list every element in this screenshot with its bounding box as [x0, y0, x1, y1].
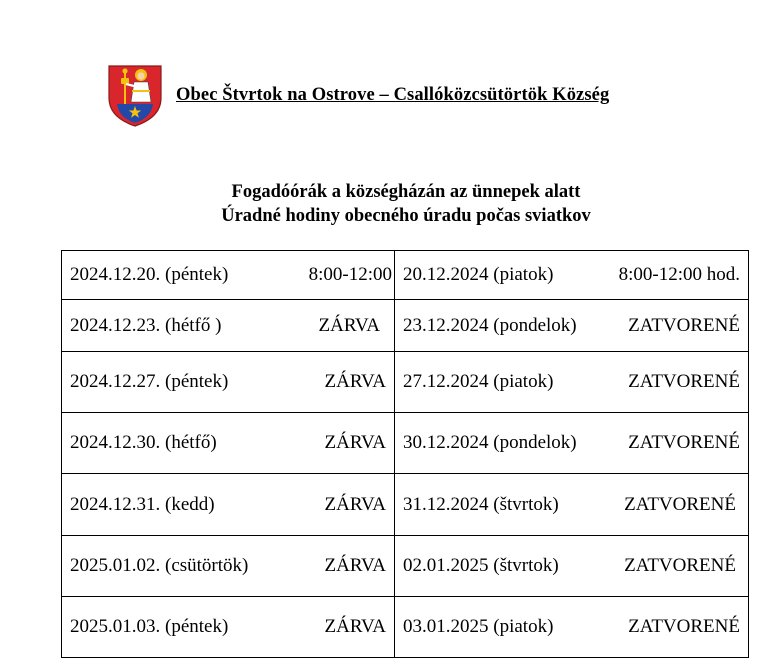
organization-title: Obec Štvrtok na Ostrove – Csallóközcsütörtök Község	[176, 85, 610, 105]
slovak-status: ZATVORENÉ	[624, 555, 736, 576]
hungarian-date: 2025.01.02. (csütörtök)	[70, 555, 249, 576]
slovak-cell	[395, 413, 749, 474]
hungarian-date: 2024.12.30. (hétfő)	[70, 432, 217, 453]
table-row	[62, 352, 749, 413]
slovak-status: ZATVORENÉ	[628, 616, 740, 637]
hungarian-cell	[62, 474, 395, 536]
slovak-date: 20.12.2024 (piatok)	[403, 264, 554, 285]
heading-slovak: Úradné hodiny obecného úradu počas sviatkov	[221, 206, 591, 226]
slovak-date: 27.12.2024 (piatok)	[403, 371, 554, 392]
slovak-date: 30.12.2024 (pondelok)	[403, 432, 577, 453]
hungarian-date: 2024.12.27. (péntek)	[70, 371, 229, 392]
hungarian-cell	[62, 300, 395, 352]
slovak-status: ZATVORENÉ	[624, 493, 736, 515]
hungarian-date: 2024.12.23. (hétfő )	[70, 314, 222, 336]
slovak-status: ZATVORENÉ	[628, 314, 740, 336]
slovak-cell	[395, 352, 749, 413]
office-hours-table	[61, 250, 749, 658]
slovak-cell	[395, 474, 749, 536]
slovak-cell	[395, 597, 749, 658]
table-row	[62, 597, 749, 658]
slovak-cell	[395, 251, 749, 300]
table-row	[62, 474, 749, 536]
hungarian-cell	[62, 597, 395, 658]
hungarian-status: 8:00-12:00	[308, 264, 392, 285]
table-row	[62, 536, 749, 597]
hungarian-date: 2024.12.31. (kedd)	[70, 493, 215, 515]
table-row	[62, 413, 749, 474]
hungarian-status: ZÁRVA	[324, 371, 386, 392]
slovak-status: ZATVORENÉ	[628, 432, 740, 453]
hungarian-status: ZÁRVA	[324, 432, 386, 453]
slovak-date: 31.12.2024 (štvrtok)	[403, 493, 559, 515]
slovak-cell	[395, 300, 749, 352]
slovak-date: 23.12.2024 (pondelok)	[403, 314, 577, 336]
hungarian-cell	[62, 251, 395, 300]
hungarian-status: ZÁRVA	[324, 493, 386, 515]
hungarian-cell	[62, 413, 395, 474]
slovak-status: 8:00-12:00 hod.	[618, 264, 740, 285]
slovak-date: 03.01.2025 (piatok)	[403, 616, 554, 637]
hungarian-status: ZÁRVA	[324, 616, 386, 637]
hungarian-cell	[62, 536, 395, 597]
hungarian-date: 2024.12.20. (péntek)	[70, 264, 229, 285]
table-row	[62, 251, 749, 300]
slovak-cell	[395, 536, 749, 597]
coat-of-arms-icon	[107, 64, 163, 128]
hungarian-status: ZÁRVA	[324, 555, 386, 576]
heading-hungarian: Fogadóórák a községházán az ünnepek alatt	[231, 182, 581, 202]
hungarian-date: 2025.01.03. (péntek)	[70, 616, 229, 637]
page-header	[107, 64, 163, 128]
hungarian-cell	[62, 352, 395, 413]
headings	[0, 180, 770, 228]
slovak-date: 02.01.2025 (štvrtok)	[403, 555, 559, 576]
table-row	[62, 300, 749, 352]
slovak-status: ZATVORENÉ	[628, 371, 740, 392]
hungarian-status: ZÁRVA	[318, 314, 380, 336]
